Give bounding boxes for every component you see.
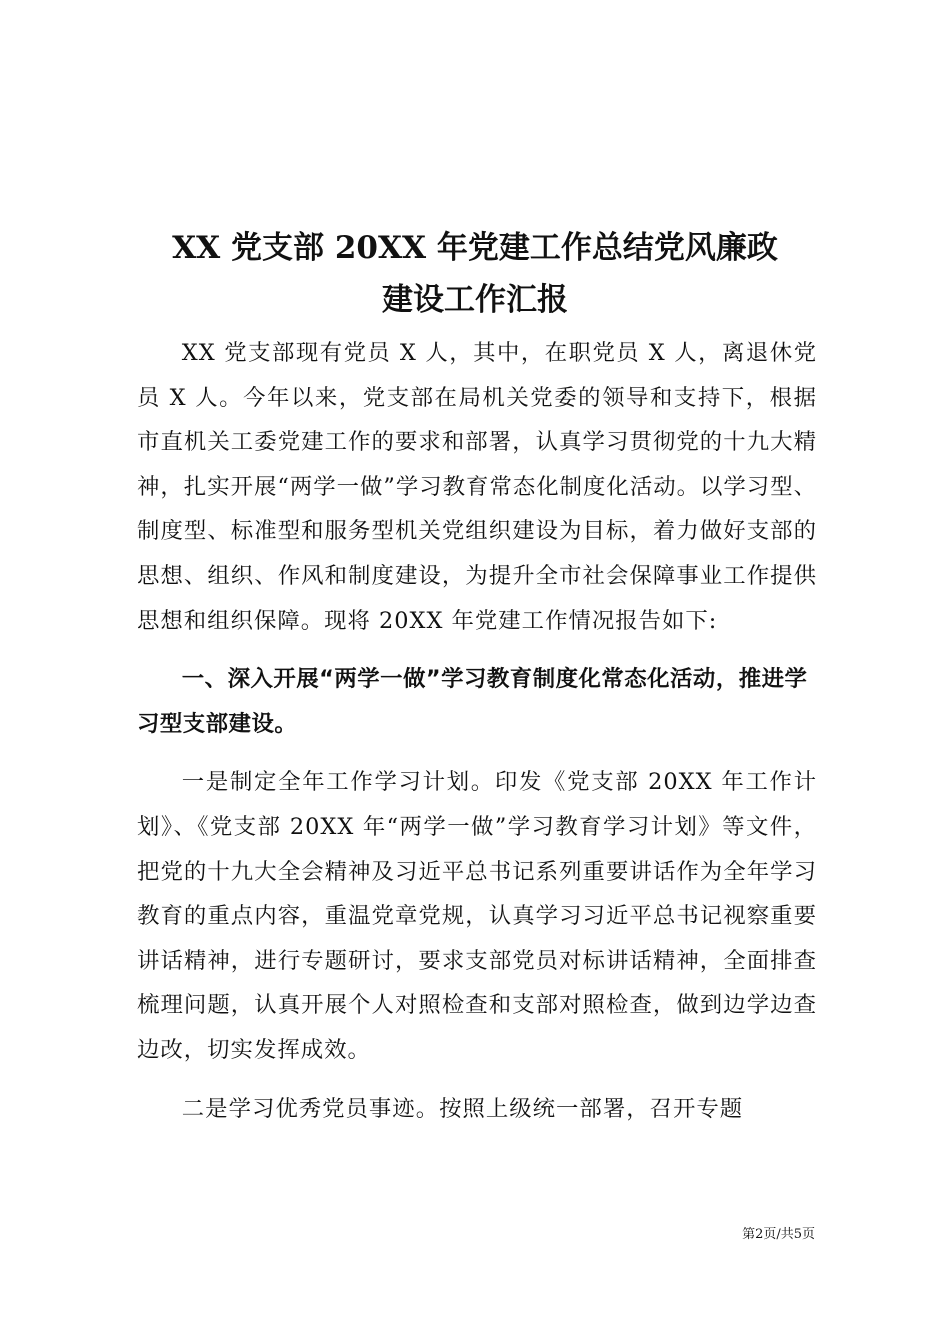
document-title-line-2: 建设工作汇报 <box>382 282 568 318</box>
page-number: 第2页/共5页 <box>742 1227 815 1242</box>
document-title-line-1: XX 党支部 20XX 年党建工作总结党风廉政 <box>172 230 778 266</box>
document-title <box>120 222 830 326</box>
section-heading-1: 一、深入开展“两学一做”学习教育制度化常态化活动，推进学习型支部建设。 <box>137 666 808 737</box>
body-paragraph-1: 一是制定全年工作学习计划。印发《党支部 20XX 年工作计划》、《党支部 20XX 年“两学一做”学习教育学习计划》等文件，把党的十九大全会精神及习近平总书记系列重要讲话作为全年学习教育的重点内容，重温党章党规，认真学习习近平总书记视察重要讲话精神，进行专题研讨，要求支部党员对标讲话精神，全面排查梳理问题，认真开展个人对照检查和支部对照检查，做到边学边查边改，切实发挥成效。 <box>137 769 817 1063</box>
body-paragraph-2: 二是学习优秀党员事迹。按照上级统一部署，召开专题 <box>181 1095 744 1122</box>
document-body <box>137 331 817 1131</box>
intro-paragraph: XX 党支部现有党员 X 人，其中，在职党员 X 人，离退休党员 X 人。今年以来，党支部在局机关党委的领导和支持下，根据市直机关工委党建工作的要求和部署，认真学习贯彻党的十九大精神，扎实开展“两学一做”学习教育常态化制度化活动。以学习型、制度型、标准型和服务型机关党组织建设为目标，着力做好支部的思想、组织、作风和制度建设，为提升全市社会保障事业工作提供思想和组织保障。现将 20XX 年党建工作情况报告如下: <box>137 340 817 634</box>
